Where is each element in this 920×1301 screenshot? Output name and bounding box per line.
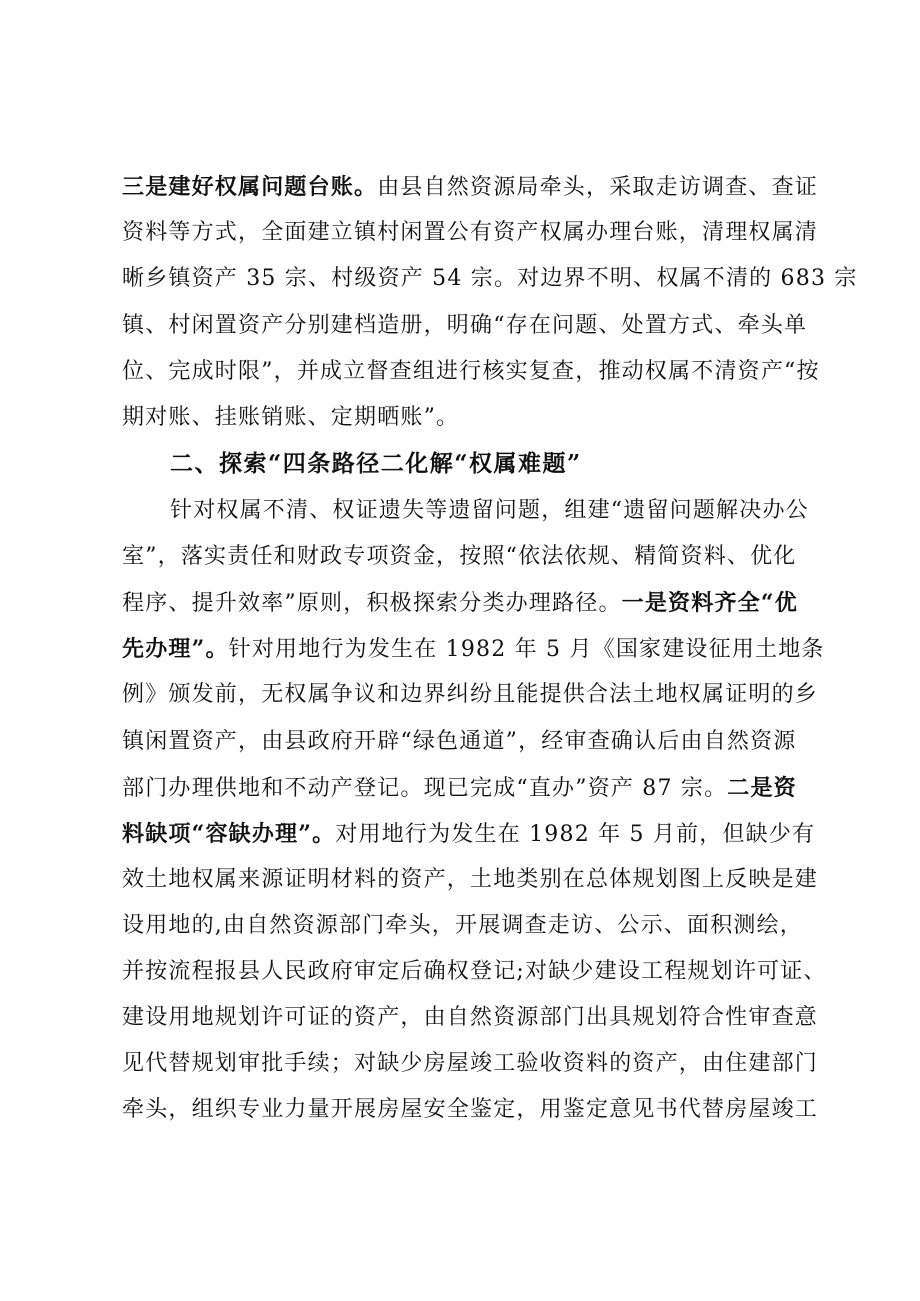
bold-lead-text: 料缺项“容缺办理”。: [122, 821, 336, 847]
paragraph-1-line-1: [122, 172, 818, 203]
body-text: 对用地行为发生在 1982 年 5 月前，但缺少有: [335, 822, 816, 847]
paragraph-2-line-1: 针对权属不清、权证遗失等遗留问题，组建“遗留问题解决办公: [170, 498, 809, 523]
paragraph-2-line-9: 效土地权属来源证明材料的资产，土地类别在总体规划图上反映是建: [122, 867, 819, 892]
paragraph-1-line-3: 晰乡镇资产 35 宗、村级资产 54 宗。对边界不明、权属不清的 683 宗: [122, 266, 858, 291]
body-text: 程序、提升效率”原则，积极探索分类办理路径。: [122, 591, 622, 616]
paragraph-2-line-8: [122, 819, 815, 850]
body-text: 针对用地行为发生在 1982 年 5 月《国家建设征用土地条: [228, 637, 825, 662]
paragraph-2-line-5: 例》颁发前，无权属争议和边界纠纷且能提供合法土地权属证明的乡: [122, 682, 819, 707]
bold-lead-text: 二是资: [727, 775, 797, 801]
paragraph-2-line-7: [122, 773, 797, 804]
bold-lead-text: 先办理”。: [122, 636, 229, 662]
paragraph-1-line-2: 资料等方式，全面建立镇村闲置公有资产权属办理台账，清理权属清: [122, 220, 819, 245]
paragraph-2-line-2: 室”，落实责任和财政专项资金，按照“依法依规、精简资料、优化: [122, 544, 797, 569]
paragraph-1-line-6: 期对账、挂账销账、定期晒账”。: [122, 405, 460, 430]
bold-lead-text: 三是建好权属问题台账。: [122, 174, 378, 200]
paragraph-1-line-5: 位、完成时限”，并成立督查组进行核实复查，推动权属不清资产“按: [122, 359, 820, 384]
paragraph-2-line-4: [122, 634, 825, 665]
bold-lead-text: 一是资料齐全“优: [621, 590, 798, 616]
paragraph-2-line-3: [122, 588, 798, 619]
paragraph-2-line-6: 镇闲置资产，由县政府开辟“绿色通道”，经审查确认后由自然资源: [122, 729, 797, 754]
paragraph-2-line-12: 建设用地规划许可证的资产，由自然资源部门出具规划符合性审查意: [122, 1005, 819, 1030]
paragraph-2-line-14: 牵头，组织专业力量开展房屋安全鉴定，用鉴定意见书代替房屋竣工: [122, 1097, 819, 1122]
paragraph-2-line-13: 见代替规划审批手续；对缺少房屋竣工验收资料的资产，由住建部门: [122, 1051, 819, 1076]
paragraph-1-line-4: 镇、村闲置资产分别建档造册，明确“存在问题、处置方式、牵头单: [122, 313, 808, 338]
body-text: 由县自然资源局牵头，采取走访调查、查证: [377, 175, 819, 200]
paragraph-2-line-11: 并按流程报县人民政府审定后确权登记;对缺少建设工程规划许可证、: [122, 959, 827, 984]
body-text: 部门办理供地和不动产登记。现已完成“直办”资产 87 宗。: [122, 776, 728, 801]
section-heading: 二、探索“四条路径二化解“权属难题”: [170, 450, 582, 477]
paragraph-2-line-10: 设用地的,由自然资源部门牵头，开展调查走访、公示、面积测绘，: [122, 913, 803, 938]
